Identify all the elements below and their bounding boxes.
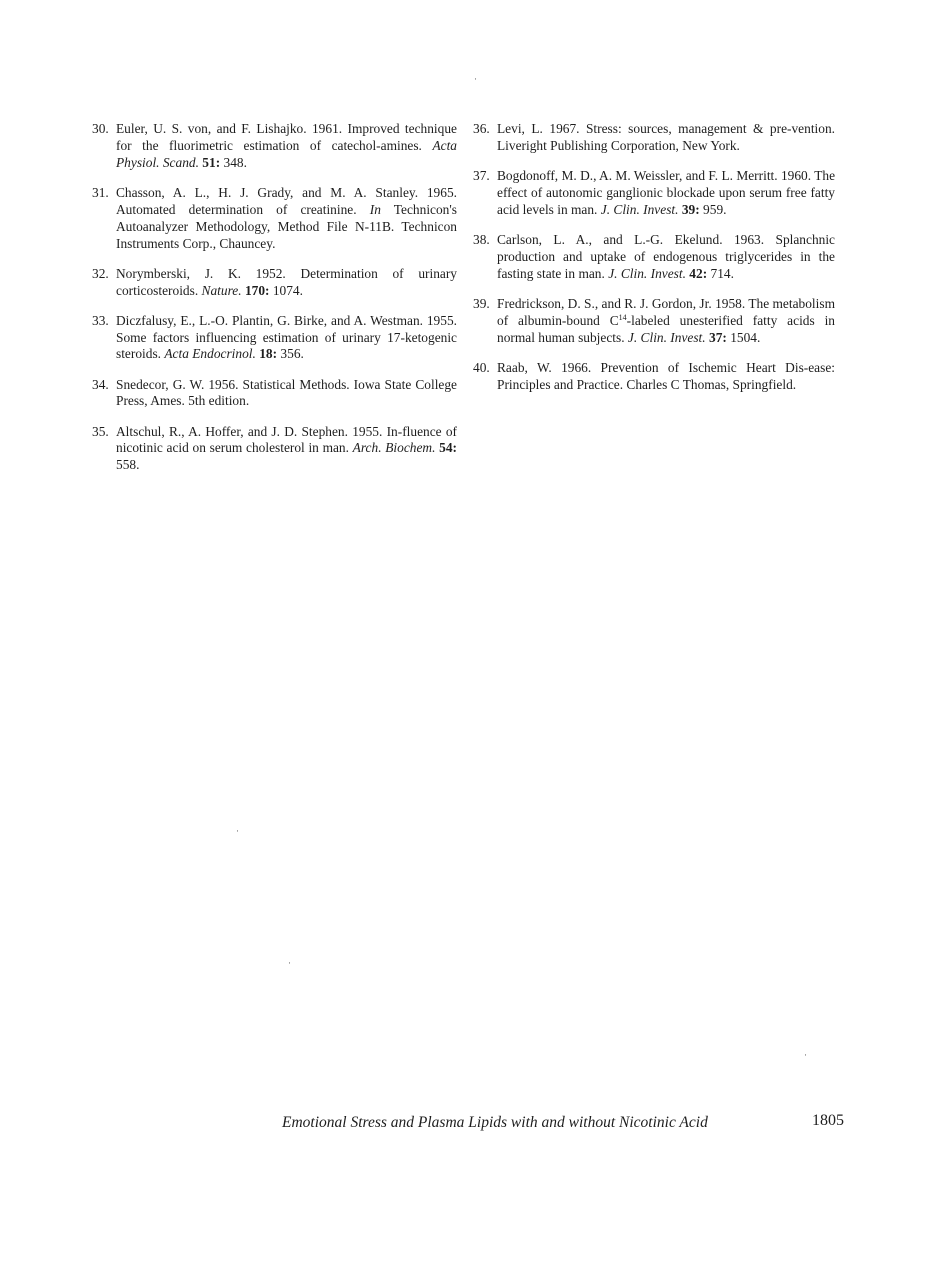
scan-speck: · bbox=[474, 74, 477, 84]
journal-name: Acta Physiol. Scand. bbox=[116, 138, 457, 170]
volume-number: 18: bbox=[259, 346, 278, 362]
reference-text: -labeled unesterified fatty acids in normal human subjects. bbox=[497, 312, 835, 345]
volume-number: 37: bbox=[709, 329, 727, 345]
reference-text: 959. bbox=[699, 201, 727, 217]
reference-item bbox=[473, 168, 835, 218]
reference-text: Chasson, A. L., H. J. Grady, and M. A. Stanley. 1965. Automated determination of creatinine. bbox=[116, 185, 457, 217]
reference-text: Snedecor, G. W. 1956. Statistical Methods. Iowa State College Press, Ames. 5th edition. bbox=[116, 376, 457, 409]
reference-item bbox=[473, 296, 835, 346]
reference-text: Raab, W. 1966. Prevention of Ischemic Heart Dis-ease: Principles and Practice. Charles C Thomas, Springfield. bbox=[497, 359, 835, 392]
reference-number: 36. bbox=[473, 121, 490, 137]
volume-number: 42: bbox=[689, 265, 708, 281]
journal-name: J. Clin. Invest. bbox=[627, 329, 706, 345]
reference-text: 558. bbox=[116, 457, 140, 473]
journal-name: Nature. bbox=[201, 282, 242, 298]
reference-item bbox=[473, 360, 835, 394]
reference-text: Fredrickson, D. S., and R. J. Gordon, Jr. 1958. The metabolism of albumin-bound C bbox=[497, 295, 835, 328]
reference-text: Euler, U. S. von, and F. Lishajko. 1961. Improved technique for the fluorimetric estimation of catechol-amines. bbox=[116, 121, 457, 154]
volume-number: 51: bbox=[202, 154, 221, 170]
page-footer bbox=[282, 1114, 844, 1136]
reference-text: Diczfalusy, E., L.-O. Plantin, G. Birke, and A. Westman. 1955. Some factors influencing estimation of urinary 17-ketogenic steroids. bbox=[116, 312, 457, 362]
reference-number: 39. bbox=[473, 295, 490, 311]
reference-text: Bogdonoff, M. D., A. M. Weissler, and F. L. Merritt. 1960. The effect of autonomic ganglionic blockade upon serum free fatty acid levels in man. bbox=[497, 168, 836, 217]
journal-name: J. Clin. Invest. bbox=[608, 265, 686, 281]
reference-text: Carlson, L. A., and L.-G. Ekelund. 1963. Splanchnic production and uptake of endogenous triglycerides in the fasting state in man. bbox=[497, 232, 835, 281]
references-left-column bbox=[92, 108, 457, 479]
reference-item bbox=[473, 121, 835, 155]
reference-text: 1504. bbox=[726, 329, 761, 345]
reference-text: 348. bbox=[220, 154, 247, 170]
volume-number: 54: bbox=[439, 440, 457, 456]
reference-number: 37. bbox=[473, 168, 490, 184]
reference-number: 31. bbox=[92, 185, 109, 201]
journal-name: Arch. Biochem. bbox=[352, 440, 436, 456]
reference-number: 33. bbox=[92, 312, 109, 328]
reference-text: Technicon's Autoanalyzer Methodology, Method File N-11B. Technicon Instruments Corp., Chauncey. bbox=[116, 201, 457, 251]
superscript: 14 bbox=[618, 312, 627, 322]
reference-number: 40. bbox=[473, 359, 490, 375]
scan-speck: · bbox=[236, 826, 239, 836]
journal-name: J. Clin. Invest. bbox=[600, 201, 679, 217]
reference-item bbox=[92, 377, 457, 411]
reference-item bbox=[92, 185, 457, 252]
reference-text: Levi, L. 1967. Stress: sources, management & pre-vention. Liveright Publishing Corporation, New York. bbox=[497, 121, 835, 154]
reference-number: 32. bbox=[92, 265, 109, 281]
journal-name: Acta Endocrinol. bbox=[164, 346, 256, 362]
scan-speck: · bbox=[804, 1050, 807, 1060]
reference-number: 34. bbox=[92, 376, 109, 392]
reference-text: 356. bbox=[277, 346, 304, 362]
reference-text: Norymberski, J. K. 1952. Determination of urinary corticosteroids. bbox=[116, 265, 457, 298]
references-right-column bbox=[473, 108, 835, 398]
reference-text: 714. bbox=[707, 265, 734, 281]
reference-item bbox=[92, 424, 457, 474]
page-number: 1805 bbox=[812, 1112, 844, 1129]
reference-item bbox=[92, 266, 457, 300]
reference-item bbox=[92, 121, 457, 171]
journal-name: In bbox=[369, 201, 381, 217]
volume-number: 170: bbox=[244, 282, 270, 298]
reference-text: Altschul, R., A. Hoffer, and J. D. Stephen. 1955. In-fluence of nicotinic acid on serum cholesterol in man. bbox=[116, 423, 457, 456]
reference-number: 30. bbox=[92, 121, 109, 137]
volume-number: 39: bbox=[681, 201, 700, 217]
reference-number: 35. bbox=[92, 423, 109, 439]
reference-text: 1074. bbox=[269, 282, 303, 298]
running-title: Emotional Stress and Plasma Lipids with and without Nicotinic Acid bbox=[282, 1114, 708, 1131]
reference-item bbox=[92, 313, 457, 363]
reference-item bbox=[473, 232, 835, 282]
scan-speck: · bbox=[288, 958, 291, 968]
reference-number: 38. bbox=[473, 232, 490, 248]
